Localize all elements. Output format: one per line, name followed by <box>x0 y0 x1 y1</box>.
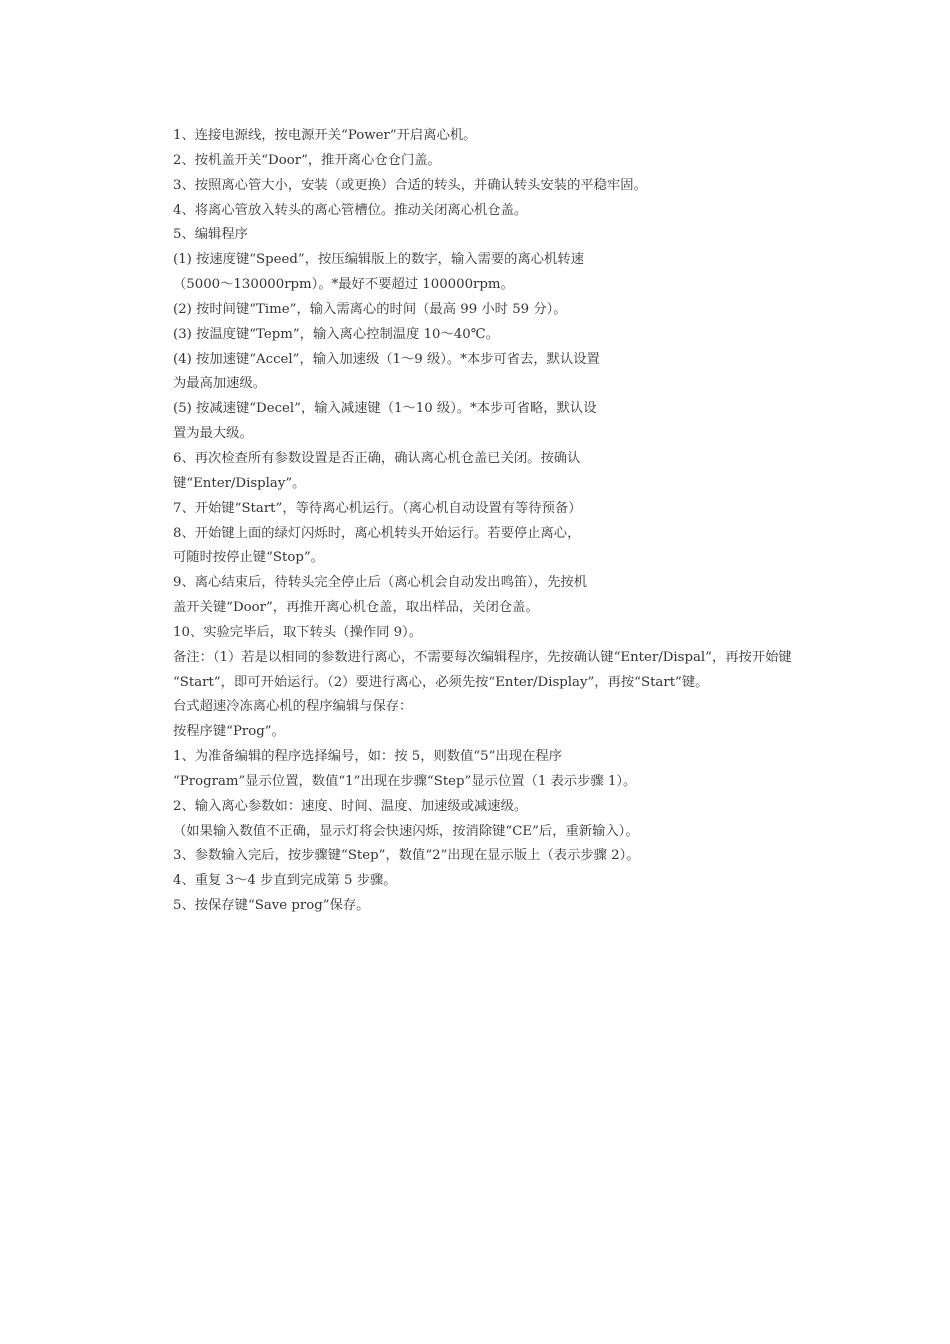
step-1-line: 1、连接电源线，按电源开关“Power”开启离心机。 <box>173 128 477 143</box>
prog-step-5-line: 5、按保存键“Save prog”保存。 <box>173 898 370 914</box>
substep-accel-line: (4) 按加速键“Accel”，输入加速级（1～9 级）。*本步可省去，默认设置 <box>173 351 600 367</box>
step-2-line: 2、按机盖开关“Door”，推开离心仓仓门盖。 <box>173 152 441 168</box>
substep-decel-cont: 置为最大级。 <box>173 426 253 442</box>
substep-time-line: (2) 按时间键“Time”，输入需离心的时间（最高 99 小时 59 分）。 <box>173 301 567 317</box>
substep-speed-cont: （5000～130000rpm）。*最好不要超过 100000rpm。 <box>173 277 514 293</box>
prog-step-1-line: 1、为准备编辑的程序选择编号，如：按 5，则数值“5”出现在程序 <box>173 749 562 765</box>
step-6-cont: 键“Enter/Display”。 <box>173 475 306 491</box>
document-body <box>173 124 853 919</box>
note-line: 备注：（1）若是以相同的参数进行离心，不需要每次编辑程序，先按确认键“Enter/Dispal”，再按开始键 <box>173 649 792 665</box>
note-cont: “Start”，即可开始运行。（2）要进行离心，必须先按“Enter/Display”，再按“Start”键。 <box>173 674 709 690</box>
substep-decel-line: (5) 按减速键“Decel”，输入减速键（1～10 级）。*本步可省略，默认设 <box>173 401 597 417</box>
prog-step-2-cont: （如果输入数值不正确，显示灯将会快速闪烁，按消除键“CE”后，重新输入）。 <box>173 823 639 839</box>
step-4-line: 4、将离心管放入转头的离心管槽位。推动关闭离心机仓盖。 <box>173 202 528 218</box>
prog-step-3-line: 3、参数输入完后，按步骤键“Step”，数值“2”出现在显示版上（表示步骤 2）。 <box>173 848 640 864</box>
substep-temp-line: (3) 按温度键“Tepm”，输入离心控制温度 10～40℃。 <box>173 326 499 342</box>
step-8-cont: 可随时按停止键“Stop”。 <box>173 550 324 566</box>
substep-accel-cont: 为最高加速级。 <box>173 376 267 392</box>
step-8-line: 8、开始键上面的绿灯闪烁时，离心机转头开始运行。若要停止离心， <box>173 525 581 541</box>
prog-step-2-line: 2、输入离心参数如：速度、时间、温度、加速级或减速级。 <box>173 798 528 814</box>
step-9-cont: 盖开关键“Door”，再推开离心机仓盖，取出样品，关闭仓盖。 <box>173 600 539 616</box>
step-5-heading: 5、编辑程序 <box>173 227 248 243</box>
prog-key-line: 按程序键“Prog”。 <box>173 724 285 740</box>
step-10-line: 10、实验完毕后，取下转头（操作同 9）。 <box>173 624 423 640</box>
step-7-line: 7、开始键“Start”，等待离心机运行。（离心机自动设置有等待预备） <box>173 500 582 516</box>
section-heading: 台式超速冷冻离心机的程序编辑与保存： <box>173 699 413 715</box>
step-3-line: 3、按照离心管大小，安装（或更换）合适的转头，并确认转头安装的平稳牢固。 <box>173 177 647 193</box>
prog-step-1-cont: “Program”显示位置，数值“1”出现在步骤“Step”显示位置（1 表示步骤 1）。 <box>173 773 637 789</box>
substep-speed-line: (1) 按速度键“Speed”，按压编辑版上的数字，输入需要的离心机转速 <box>173 252 584 268</box>
prog-step-4-line: 4、重复 3～4 步直到完成第 5 步骤。 <box>173 873 397 889</box>
step-6-line: 6、再次检查所有参数设置是否正确，确认离心机仓盖已关闭。按确认 <box>173 450 581 466</box>
step-9-line: 9、离心结束后，待转头完全停止后（离心机会自动发出鸣笛），先按机 <box>173 575 588 591</box>
